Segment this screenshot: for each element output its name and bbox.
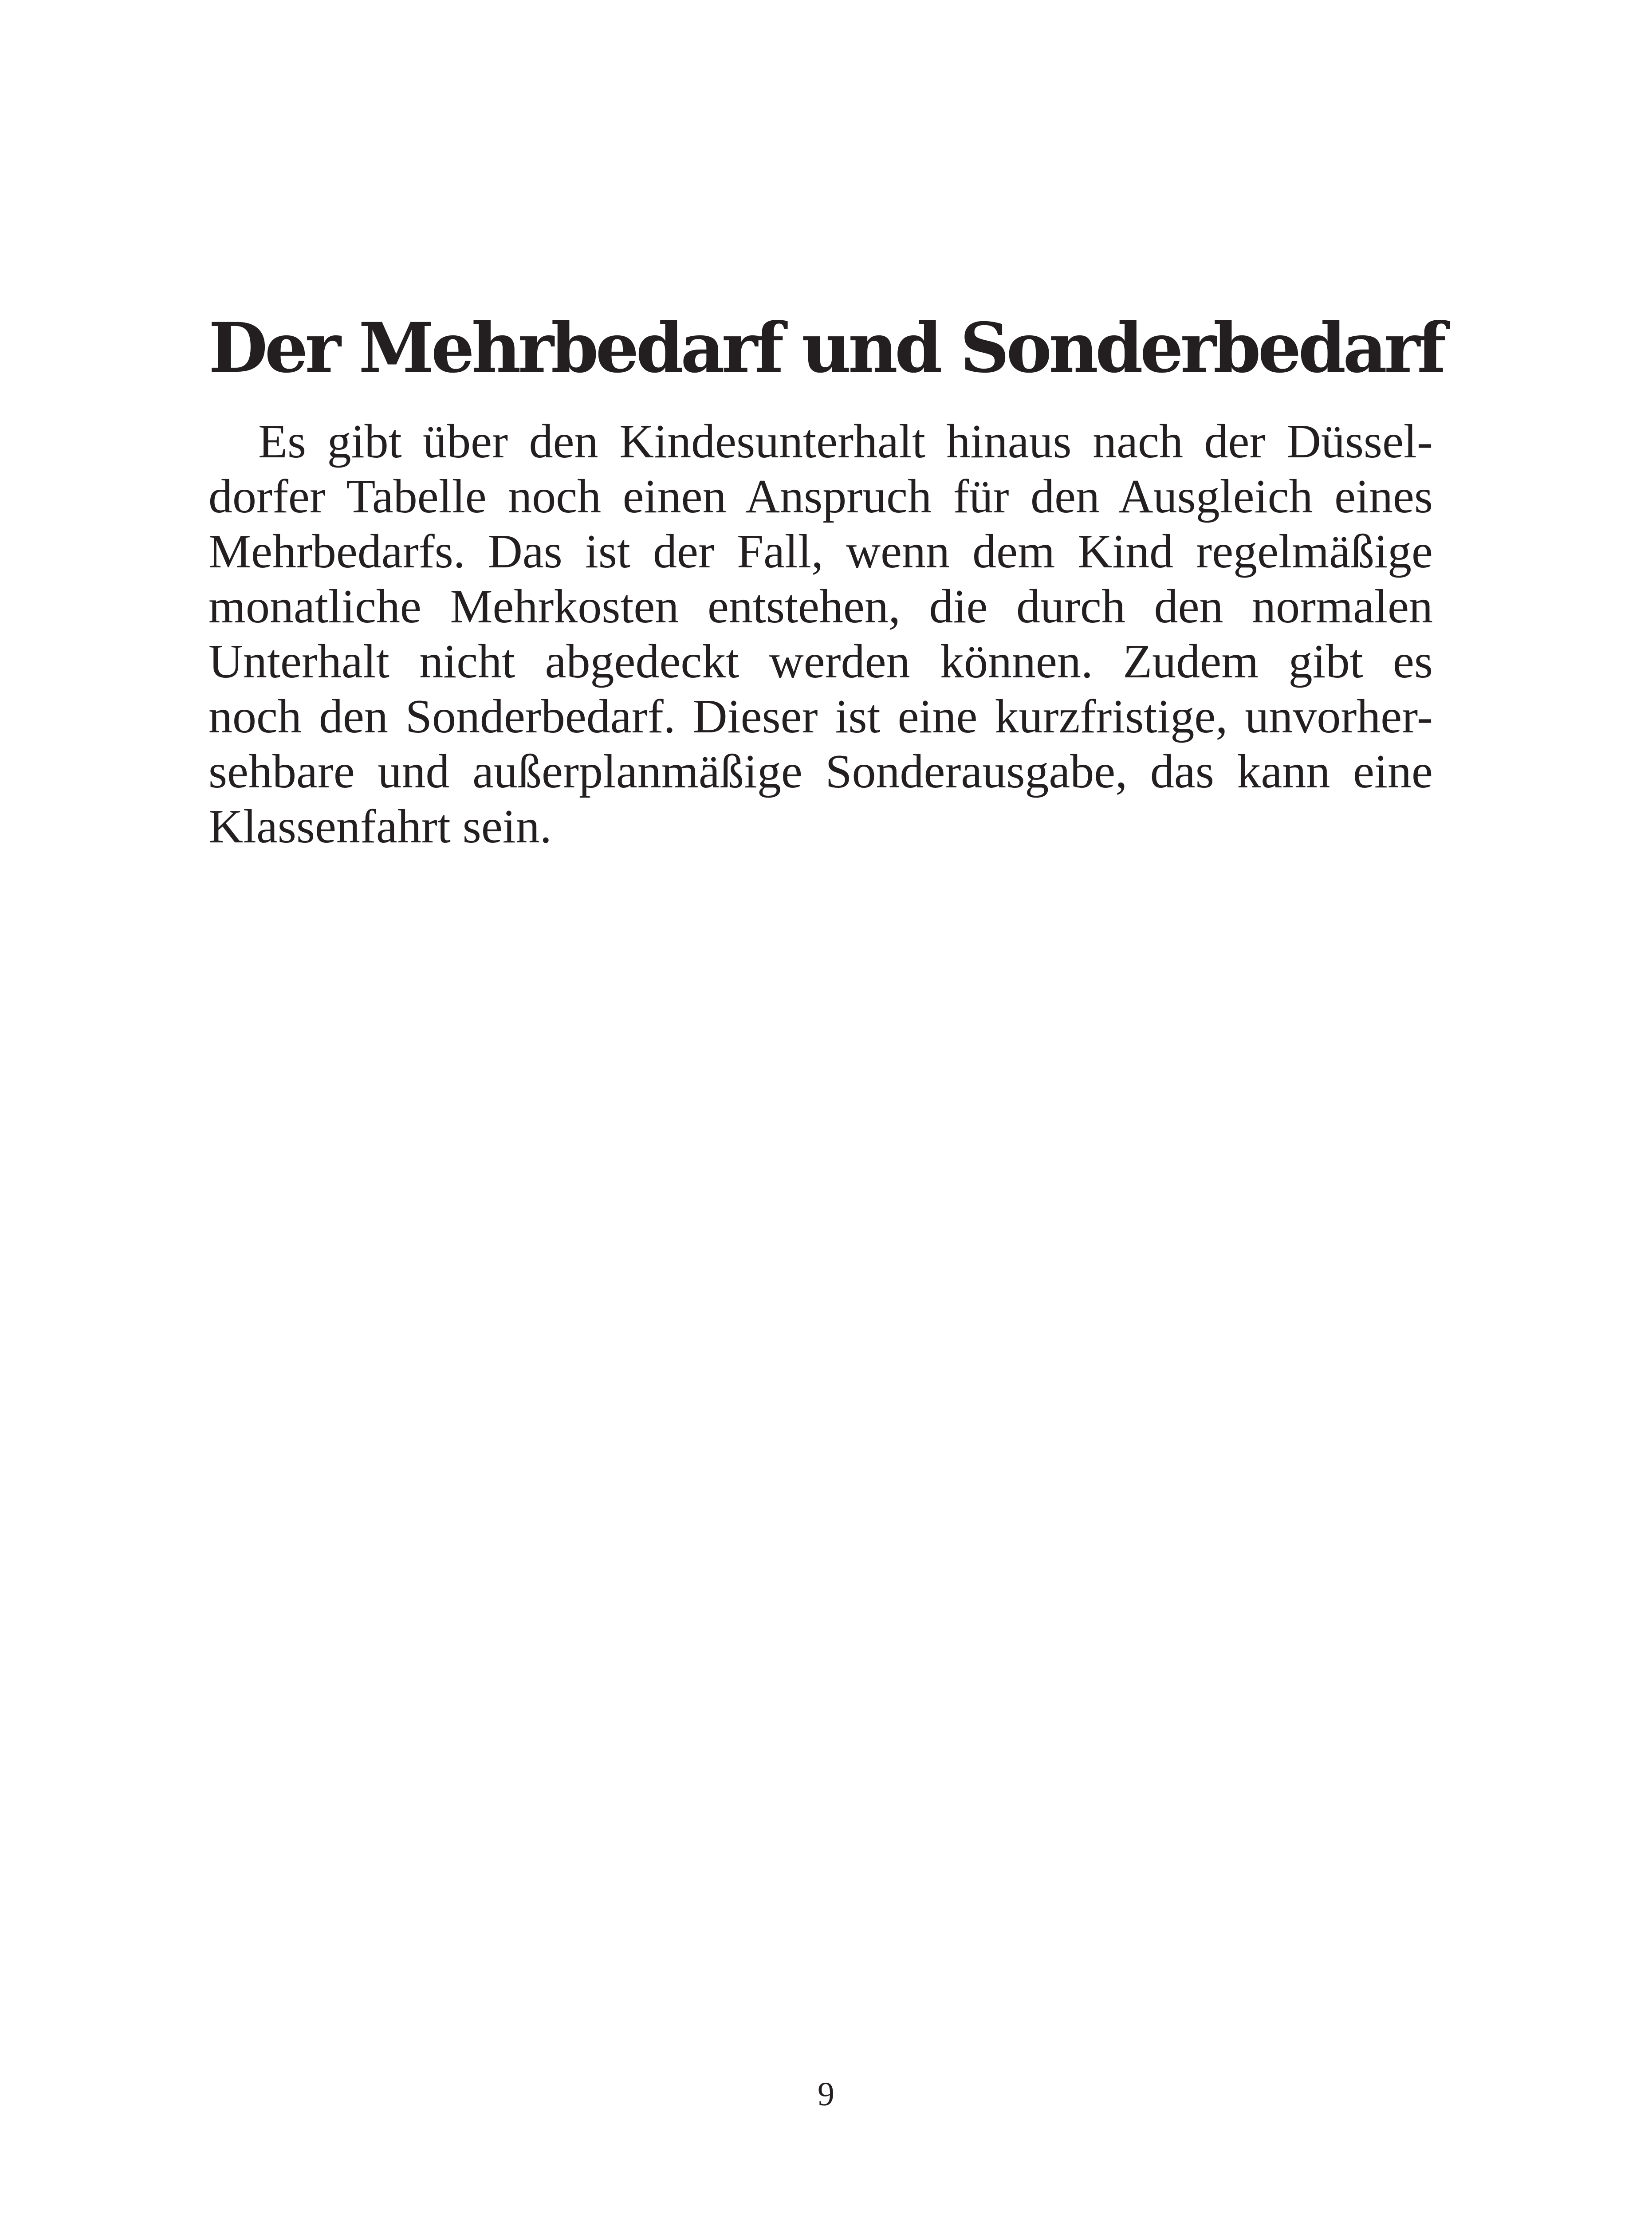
paragraph-line: Mehrbedarfs. Das ist der Fall, wenn dem Kind regelmäßige [208,525,1433,578]
paragraph-line: Klassenfahrt sein. [208,800,552,853]
paragraph-line: sehbare und außerplanmäßige Sonderausgabe, das kann eine [208,745,1433,798]
paragraph-line: dorfer Tabelle noch einen Anspruch für den Ausgleich eines [208,470,1433,523]
paragraph-line: Es gibt über den Kindesunterhalt hinaus nach der Düssel- [258,415,1433,468]
paragraph-line: Unterhalt nicht abgedeckt werden können. Zudem gibt es [208,635,1433,688]
body-paragraph [208,414,1433,854]
paragraph-line: noch den Sonderbedarf. Dieser ist eine kurzfristige, unvorher- [208,690,1433,743]
page-number: 9 [818,2076,834,2113]
paragraph-line: monatliche Mehrkosten entstehen, die durch den normalen [208,580,1433,633]
page-title: Der Mehrbedarf und Sonderbedarf [208,308,1444,388]
